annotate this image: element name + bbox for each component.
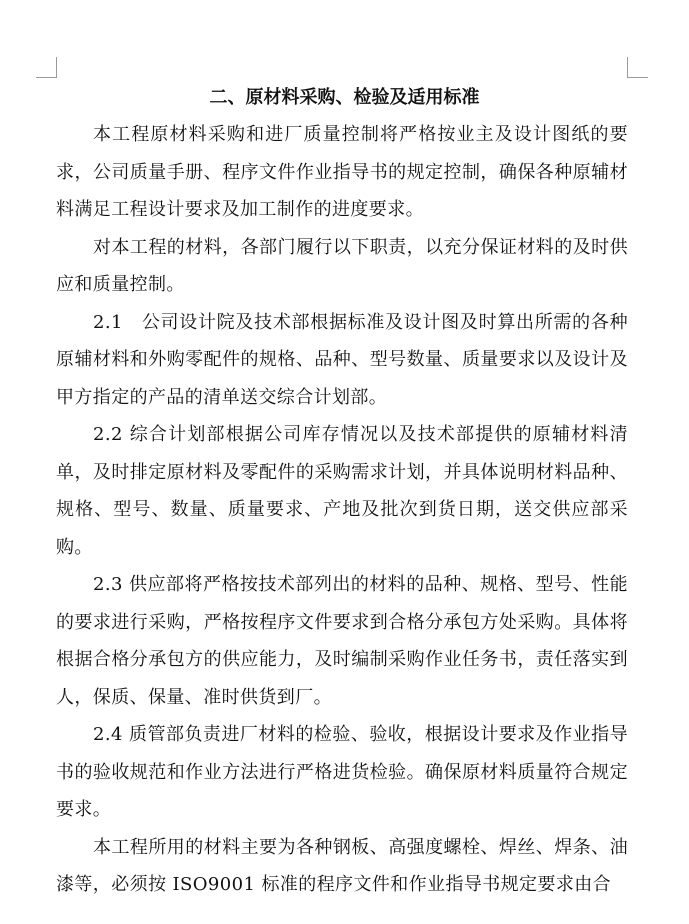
paragraph-2-4: 2.4 质管部负责进厂材料的检验、验收，根据设计要求及作业指导书的验收规范和作业方法进行严格进货检验。确保原材料质量符合规定要求。 (56, 724, 628, 820)
paragraph-2-3: 2.3 供应部将严格按技术部列出的材料的品种、规格、型号、性能的要求进行采购，严格按程序文件要求到合格分承包方处采购。具体将根据合格分承包方的供应能力，及时编制采购作业任务书，责任落实到人，保质、保量、准时供货到厂。 (56, 574, 628, 708)
paragraph-responsibilities: 对本工程的材料，各部门履行以下职责，以充分保证材料的及时供应和质量控制。 (56, 236, 628, 295)
top-left-margin-mark (36, 57, 57, 78)
paragraph-materials: 本工程所用的材料主要为各种钢板、高强度螺栓、焊丝、焊条、油漆等，必须按 ISO9001 标准的程序文件和作业指导书规定要求由合 (56, 836, 628, 895)
paragraph-2-2: 2.2 综合计划部根据公司库存情况以及技术部提供的原辅材料清单，及时排定原材料及零配件的采购需求计划，并具体说明材料品种、规格、型号、数量、质量要求、产地及批次到货日期，送交供应部采购。 (56, 424, 628, 558)
section-heading: 二、原材料采购、检验及适用标准 (209, 87, 480, 108)
paragraph-intro: 本工程原材料采购和进厂质量控制将严格按业主及设计图纸的要求，公司质量手册、程序文件作业指导书的规定控制，确保各种原辅材料满足工程设计要求及加工制作的进度要求。 (56, 124, 628, 220)
top-right-margin-mark (627, 57, 648, 78)
document-body (56, 116, 628, 904)
paragraph-2-1: 2.1 公司设计院及技术部根据标准及设计图及时算出所需的各种原辅材料和外购零配件的规格、品种、型号数量、质量要求以及设计及甲方指定的产品的清单送交综合计划部。 (56, 311, 628, 408)
